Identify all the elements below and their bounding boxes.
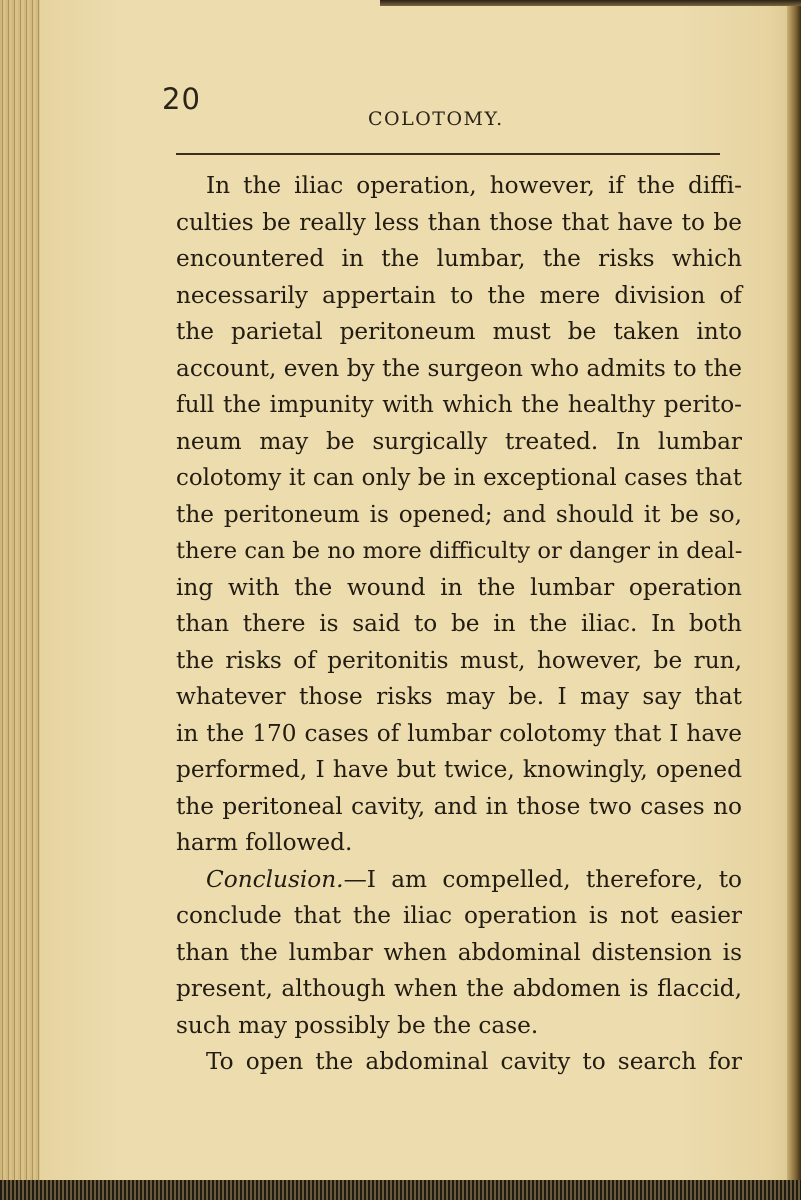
text-line: performed, I have but twice, knowingly, opened [176, 756, 742, 783]
text-line: neum may be surgically treated. In lumbar [176, 427, 742, 455]
conclusion-paragraph-start [176, 862, 742, 899]
text-line: the peritoneum is opened; and should it be so, [176, 500, 742, 528]
conclusion-label: Conclusion. [206, 865, 344, 893]
page-number: 20 [162, 82, 201, 116]
text-line: harm followed. [176, 829, 353, 856]
text-line: the parietal peritoneum must be taken into [176, 318, 742, 345]
text-line: necessarily appertain to the mere division of [176, 281, 742, 309]
body-text [176, 168, 742, 1081]
text-line: the risks of peritonitis must, however, be run, [176, 646, 742, 674]
text-line: ing with the wound in the lumbar operation [176, 573, 742, 601]
text-line: whatever those risks may be. I may say that [176, 683, 742, 710]
text-line: there can be no more difficulty or danger in deal- [176, 538, 743, 564]
conclusion-first-line: —I am compelled, therefore, to [343, 865, 742, 893]
text-line: than the lumbar when abdominal distension is [176, 938, 742, 966]
book-page-edges-left [0, 0, 40, 1200]
header-rule [176, 153, 720, 155]
book-page-edges-bottom [0, 1180, 801, 1200]
book-page-edges-right [787, 0, 801, 1200]
text-line: in the 170 cases of lumbar colotomy that I have [176, 719, 742, 747]
text-line: culties be really less than those that have to be [176, 208, 742, 236]
text-line: the peritoneal cavity, and in those two cases no [176, 792, 742, 820]
book-top-edge [380, 0, 801, 6]
text-line: such may possibly be the case. [176, 1011, 539, 1039]
text-line: In the iliac operation, however, if the diffi- [206, 172, 742, 199]
text-line: full the impunity with which the healthy perito- [176, 391, 742, 418]
text-line: encountered in the lumbar, the risks which [176, 245, 742, 272]
text-line: colotomy it can only be in exceptional cases that [176, 465, 742, 491]
text-line: To open the abdominal cavity to search for [206, 1048, 742, 1075]
text-line: present, although when the abdomen is flaccid, [176, 975, 742, 1002]
running-head: COLOTOMY. [368, 108, 504, 130]
text-line: than there is said to be in the iliac. In both [176, 610, 742, 637]
text-line: conclude that the iliac operation is not easier [176, 902, 742, 929]
text-line: account, even by the surgeon who admits to the [176, 354, 742, 382]
